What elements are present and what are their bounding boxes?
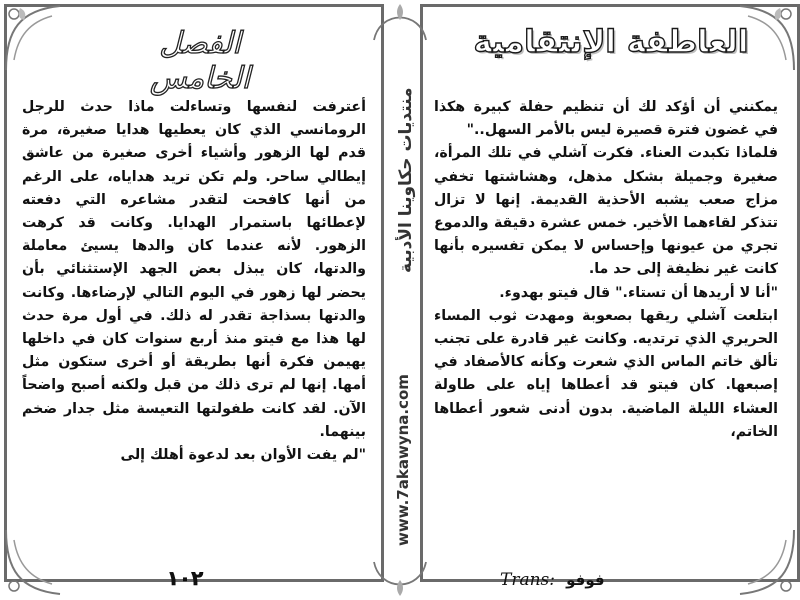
paragraph: يمكنني أن أؤكد لك أن تنظيم حفلة كبيرة هكذا في غضون فترة قصيرة ليس بالأمر السهل.." — [434, 99, 778, 139]
top-left-flourish-icon — [0, 0, 80, 80]
translator-label: Trans: — [500, 570, 556, 590]
website-url[interactable]: www.7akawyna.com — [394, 374, 412, 546]
center-top-flourish-icon — [370, 0, 430, 50]
paragraph: أعترفت لنفسها وتساءلت ماذا حدث للرجل الرومانسي الذي كان يعطيها هدايا صغيرة، مرة قدم لها الزهور وأشياء أخرى صغيرة من عاشق إيطالي ساحر. ولم تكن تريد هداياه، على الرغم من أنها كافحت لتقدر مشاعره التي دفعته لإعطائها باستمرار الهدايا. وكانت قد كرهت الزهور. لأنه عندما كان والدها يسيئ معاملة والدتها، كان يبذل بعض الجهد الإستثنائي بأن يحضر لها زهور في اليوم التالي لإرضاءها. وكانت والدتها بسذاجة تقدر له ذلك. في أول مرة حدث لها هذا مع فيتو منذ أربع سنوات كان في داخلها يهيمن فكرة أنها بطريقة أو أخرى ستكون مثل أمها. إنها لم ترى ذلك من قبل ولكنه أصبح واضحاً الآن. لقد كانت طفولتها التعيسة مثل جدار ضخم بينهما. — [22, 99, 366, 440]
right-page-text — [434, 96, 778, 548]
page-number: ١٠٢ — [166, 566, 204, 590]
translator-name: فوفو — [566, 571, 605, 589]
translator-credit — [500, 570, 660, 596]
chapter-title: الفصل الخامس — [149, 26, 251, 96]
book-title: العاطفة الإنتقامية — [473, 24, 749, 60]
paragraph: فلماذا تكبدت العناء. فكرت آشلي في تلك المرأة، صغيرة وجميلة بشكل مذهل، وهشاشتها تخفي مزاج صعب يشبه الأحذية القديمة. إنها لا تزال تتذكر لقاءهما الأخير. خمس عشرة دقيقة والدموع تجري من عيونها وإحساس لا يمكن تفسيره بأنها كانت غير نظيفة إلى حد ما. — [434, 145, 778, 278]
left-page-text — [22, 96, 366, 548]
forum-name: منتديات حكاوينا الأدبية — [396, 87, 416, 273]
paragraph: "أنا لا أريدها أن تستاء." قال فيتو بهدوء. — [499, 284, 778, 301]
paragraph: ابتلعت آشلي ريقها بصعوبة ومهدت ثوب المساء الحريري الذي ترتديه. وكانت غير قادرة على تجنب تألق خاتم الماس الذي شعرت وكأنه كالأصفاد في إصبعها. كان فيتو قد أعطاها إياه على طاولة العشاء الليلة الماضية. بدون أدنى شعور أعطاها الخاتم، — [434, 307, 778, 440]
paragraph: "لم يفت الأوان بعد لدعوة أهلك إلى — [120, 447, 366, 464]
